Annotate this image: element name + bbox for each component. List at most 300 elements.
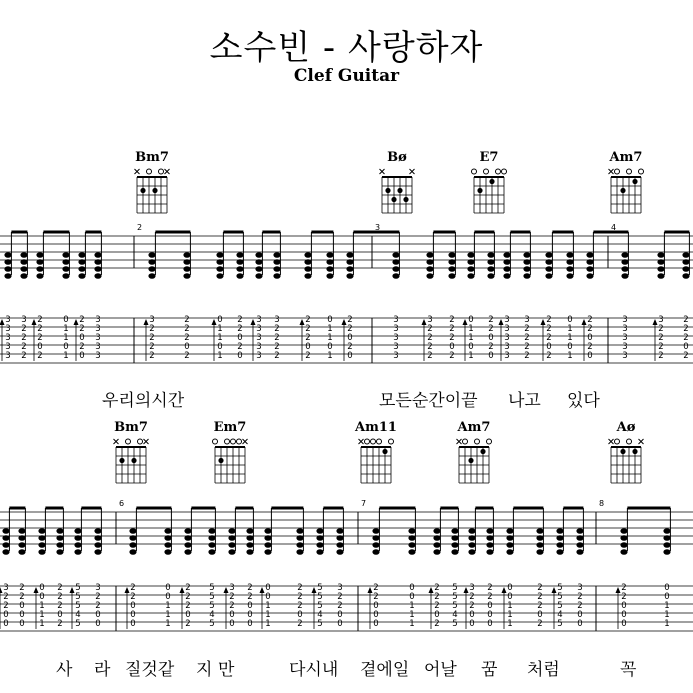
tab-fret-number: 0 (37, 342, 43, 352)
tab-fret-number: 5 (452, 601, 458, 611)
tab-fret-number: 2 (487, 583, 493, 593)
tab-fret-number: 1 (39, 601, 45, 611)
mute-marker (114, 439, 119, 444)
tab-fret-number: 1 (664, 619, 670, 629)
tab-fret-number: 3 (95, 351, 101, 361)
note-head (506, 535, 513, 541)
note-head (208, 535, 215, 541)
tab-fret-number: 2 (37, 333, 43, 343)
note-head (556, 549, 563, 555)
note-head (346, 259, 353, 265)
tab-fret-number: 2 (79, 324, 85, 334)
mute-marker (609, 439, 614, 444)
tab-fret-number: 2 (229, 601, 235, 611)
note-head (336, 542, 343, 548)
tab-fret-number: 1 (63, 333, 69, 343)
note-head (523, 273, 530, 279)
note-head (372, 542, 379, 548)
tab-fret-number: 0 (327, 342, 333, 352)
note-head (94, 266, 101, 272)
strum-arrow-head (0, 319, 5, 325)
tab-fret-number: 1 (507, 610, 513, 620)
note-head (545, 266, 552, 272)
measure-number: 7 (361, 499, 367, 508)
note-head (503, 259, 510, 265)
tab-fret-number: 3 (337, 583, 343, 593)
tab-fret-number: 2 (658, 333, 664, 343)
tab-fret-number: 2 (19, 583, 25, 593)
tab-fret-number: 2 (237, 342, 243, 352)
tab-fret-number: 0 (507, 583, 513, 593)
note-head (586, 273, 593, 279)
tab-fret-number: 1 (468, 333, 474, 343)
tab-fret-number: 0 (19, 619, 25, 629)
mute-marker (359, 439, 364, 444)
note-head (545, 273, 552, 279)
strum-arrow-head (464, 587, 469, 593)
note-head (56, 542, 63, 548)
note-head (264, 549, 271, 555)
tab-fret-number: 0 (337, 619, 343, 629)
strum-arrow-head (70, 587, 75, 593)
note-head (62, 259, 69, 265)
note-head (94, 549, 101, 555)
note-head (164, 549, 171, 555)
tab-fret-number: 3 (469, 583, 475, 593)
finger-dot (391, 197, 396, 202)
note-head (18, 535, 25, 541)
note-head (620, 535, 627, 541)
tab-fret-number: 0 (327, 315, 333, 325)
note-head (74, 549, 81, 555)
note-head (216, 259, 223, 265)
note-head (94, 528, 101, 534)
tab-fret-number: 0 (434, 610, 440, 620)
note-head (620, 549, 627, 555)
tab-fret-number: 1 (468, 351, 474, 361)
tab-fret-number: 2 (247, 583, 253, 593)
note-head (273, 273, 280, 279)
note-head (62, 252, 69, 258)
tab-fret-number: 0 (297, 610, 303, 620)
tab-fret-number: 4 (75, 610, 81, 620)
strum-arrow-head (260, 587, 265, 593)
tab-fret-number: 0 (567, 342, 573, 352)
finger-dot (382, 449, 387, 454)
note-head (392, 259, 399, 265)
tab-fret-number: 0 (130, 601, 136, 611)
tab-fret-number: 2 (488, 342, 494, 352)
note-head (336, 535, 343, 541)
note-head (129, 528, 136, 534)
tab-fret-number: 1 (507, 619, 513, 629)
note-head (4, 259, 11, 265)
tab-fret-number: 1 (265, 601, 271, 611)
song-title: 소수빈 - 사랑하자 (209, 28, 484, 68)
chord-name: E7 (479, 150, 499, 165)
tab-fret-number: 5 (75, 619, 81, 629)
open-marker (487, 439, 492, 444)
tab-fret-number: 1 (664, 601, 670, 611)
note-head (246, 528, 253, 534)
note-head (545, 259, 552, 265)
tab-fret-number: 3 (393, 351, 399, 361)
note-head (576, 528, 583, 534)
finger-dot (620, 449, 625, 454)
strum-arrow-head (125, 587, 130, 593)
note-head (336, 528, 343, 534)
tab-fret-number: 0 (567, 315, 573, 325)
tab-fret-number: 2 (621, 583, 627, 593)
tab-fret-number: 0 (487, 619, 493, 629)
tab-fret-number: 5 (557, 619, 563, 629)
note-head (316, 542, 323, 548)
chord-name: Em7 (213, 420, 247, 435)
tab-fret-number: 3 (95, 315, 101, 325)
tab-fret-number: 0 (130, 619, 136, 629)
note-head (36, 266, 43, 272)
tab-fret-number: 2 (3, 601, 9, 611)
tab-fret-number: 0 (57, 610, 63, 620)
note-head (566, 252, 573, 258)
open-marker (615, 439, 620, 444)
note-head (273, 252, 280, 258)
tab-fret-number: 2 (79, 342, 85, 352)
tab-fret-number: 5 (75, 592, 81, 602)
note-head (246, 549, 253, 555)
lyric-word: 지 (196, 660, 213, 680)
lyric-word: 어날 (424, 660, 457, 680)
finger-dot (468, 458, 473, 463)
tab-fret-number: 1 (217, 351, 223, 361)
tab-fret-number: 0 (305, 342, 311, 352)
tab-fret-number: 2 (546, 333, 552, 343)
note-head (38, 542, 45, 548)
tab-fret-number: 4 (317, 610, 323, 620)
note-head (164, 542, 171, 548)
tab-fret-number: 2 (297, 592, 303, 602)
mute-marker (457, 439, 462, 444)
note-head (236, 273, 243, 279)
strum-arrow-head (34, 587, 39, 593)
tab-fret-number: 2 (37, 315, 43, 325)
tab-fret-number: 2 (347, 324, 353, 334)
note-head (273, 266, 280, 272)
tab-fret-number: 2 (373, 583, 379, 593)
open-marker (463, 439, 468, 444)
tab-fret-number: 5 (317, 601, 323, 611)
finger-dot (403, 197, 408, 202)
open-marker (389, 439, 394, 444)
note-head (346, 252, 353, 258)
note-head (216, 266, 223, 272)
strum-arrow-head (32, 319, 37, 325)
tab-fret-number: 5 (75, 601, 81, 611)
tab-fret-number: 2 (434, 583, 440, 593)
tab-fret-number: 3 (5, 324, 11, 334)
tab-fret-number: 3 (393, 324, 399, 334)
tab-fret-number: 2 (434, 619, 440, 629)
note-head (392, 266, 399, 272)
chord-diagram-2 (472, 150, 507, 213)
tab-fret-number: 1 (409, 601, 415, 611)
tab-fret-number: 2 (587, 324, 593, 334)
tab-fret-number: 3 (5, 351, 11, 361)
tab-fret-number: 2 (487, 592, 493, 602)
note-head (451, 542, 458, 548)
note-head (486, 528, 493, 534)
tab-fret-number: 2 (57, 583, 63, 593)
tab-fret-number: 0 (79, 333, 85, 343)
tab-fret-number: 2 (546, 351, 552, 361)
tab-fret-number: 2 (683, 324, 689, 334)
tab-fret-number: 5 (209, 583, 215, 593)
note-head (316, 549, 323, 555)
note-head (663, 528, 670, 534)
system-1 (0, 150, 693, 363)
note-head (184, 549, 191, 555)
tab-fret-number: 0 (229, 619, 235, 629)
tab-fret-number: 2 (37, 351, 43, 361)
note-head (408, 542, 415, 548)
tab-fret-number: 3 (622, 351, 628, 361)
note-head (18, 542, 25, 548)
note-head (304, 266, 311, 272)
finger-dot (152, 188, 157, 193)
lyric-word: 있다 (567, 391, 600, 411)
note-head (372, 528, 379, 534)
note-head (264, 542, 271, 548)
note-head (536, 535, 543, 541)
note-head (657, 252, 664, 258)
tab-fret-number: 3 (622, 324, 628, 334)
tab-fret-number: 2 (658, 324, 664, 334)
tab-fret-number: 2 (658, 351, 664, 361)
tab-fret-number: 2 (427, 333, 433, 343)
tab-fret-number: 0 (468, 315, 474, 325)
chord-diagram-1 (380, 150, 415, 213)
note-head (20, 273, 27, 279)
note-head (506, 528, 513, 534)
note-head (148, 266, 155, 272)
tab-fret-number: 0 (217, 342, 223, 352)
note-head (264, 535, 271, 541)
tab-fret-number: 0 (488, 351, 494, 361)
tab-fret-number: 0 (130, 610, 136, 620)
tab-fret-number: 2 (524, 324, 530, 334)
tab-fret-number: 3 (393, 342, 399, 352)
tab-fret-number: 2 (524, 342, 530, 352)
tab-fret-number: 2 (149, 333, 155, 343)
note-head (148, 259, 155, 265)
finger-dot (632, 449, 637, 454)
tab-fret-number: 3 (95, 342, 101, 352)
note-head (184, 542, 191, 548)
note-head (487, 273, 494, 279)
open-marker (231, 439, 236, 444)
note-head (487, 266, 494, 272)
tab-fret-number: 2 (347, 342, 353, 352)
tab-fret-number: 0 (237, 333, 243, 343)
note-head (304, 273, 311, 279)
note-head (663, 542, 670, 548)
tab-fret-number: 0 (409, 583, 415, 593)
chord-diagram-4 (609, 420, 644, 483)
note-head (4, 252, 11, 258)
tab-fret-number: 3 (256, 315, 262, 325)
note-head (304, 252, 311, 258)
strum-arrow-head (312, 587, 317, 593)
open-marker (472, 169, 477, 174)
tab-fret-number: 1 (664, 610, 670, 620)
note-head (663, 549, 670, 555)
note-head (467, 266, 474, 272)
note-head (586, 266, 593, 272)
note-head (657, 259, 664, 265)
note-head (129, 549, 136, 555)
tab-fret-number: 3 (95, 324, 101, 334)
tab-fret-number: 3 (658, 315, 664, 325)
strum-arrow-head (502, 587, 507, 593)
tab-fret-number: 3 (95, 333, 101, 343)
tab-fret-number: 0 (165, 592, 171, 602)
note-head (545, 252, 552, 258)
tab-fret-number: 0 (184, 342, 190, 352)
note-head (255, 266, 262, 272)
note-head (236, 252, 243, 258)
open-marker (126, 439, 131, 444)
tab-fret-number: 1 (63, 351, 69, 361)
note-head (148, 273, 155, 279)
tab-fret-number: 2 (469, 601, 475, 611)
note-head (657, 273, 664, 279)
tab-fret-number: 2 (297, 583, 303, 593)
note-head (467, 273, 474, 279)
tab-fret-number: 2 (537, 619, 543, 629)
strum-arrow-head (429, 587, 434, 593)
note-head (433, 549, 440, 555)
note-head (523, 259, 530, 265)
note-head (56, 528, 63, 534)
tab-fret-number: 0 (19, 610, 25, 620)
tab-fret-number: 3 (427, 315, 433, 325)
strum-arrow-head (422, 319, 427, 325)
tab-fret-number: 5 (557, 601, 563, 611)
tab-fret-number: 0 (79, 351, 85, 361)
tab-fret-number: 3 (95, 583, 101, 593)
tab-fret-number: 0 (507, 592, 513, 602)
tab-fret-number: 0 (487, 601, 493, 611)
tab-fret-number: 2 (577, 601, 583, 611)
note-head (216, 252, 223, 258)
tab-fret-number: 2 (229, 592, 235, 602)
note-head (2, 528, 9, 534)
note-head (78, 266, 85, 272)
tab-fret-number: 0 (577, 610, 583, 620)
measure-number: 3 (375, 223, 381, 232)
tab-fret-number: 2 (587, 342, 593, 352)
lyric-word: 다시내 (289, 660, 339, 680)
tab-fret-number: 0 (621, 610, 627, 620)
chord-diagram-0 (114, 420, 149, 483)
tab-fret-number: 2 (434, 601, 440, 611)
note-head (433, 535, 440, 541)
open-marker (639, 169, 644, 174)
tab-fret-number: 0 (63, 315, 69, 325)
tab-fret-number: 0 (373, 601, 379, 611)
tab-fret-number: 0 (95, 610, 101, 620)
note-head (183, 252, 190, 258)
tab-fret-number: 0 (469, 619, 475, 629)
tab-fret-number: 0 (265, 592, 271, 602)
tab-fret-number: 2 (469, 592, 475, 602)
open-marker (237, 439, 242, 444)
note-head (451, 528, 458, 534)
open-marker (627, 439, 632, 444)
note-head (486, 542, 493, 548)
tab-fret-number: 3 (524, 315, 530, 325)
note-head (682, 259, 689, 265)
chord-name: Bm7 (114, 420, 148, 435)
note-head (228, 528, 235, 534)
note-head (164, 528, 171, 534)
tab-fret-number: 0 (19, 601, 25, 611)
strum-arrow-head (0, 587, 3, 593)
note-head (523, 266, 530, 272)
tab-fret-number: 3 (622, 333, 628, 343)
note-head (566, 266, 573, 272)
tab-fret-number: 0 (469, 610, 475, 620)
note-head (2, 535, 9, 541)
note-head (426, 259, 433, 265)
mute-marker (144, 439, 149, 444)
tab-fret-number: 2 (149, 324, 155, 334)
tab-fret-number: 0 (409, 592, 415, 602)
note-head (536, 528, 543, 534)
tab-fret-number: 5 (75, 583, 81, 593)
tab-fret-number: 3 (256, 342, 262, 352)
note-head (468, 542, 475, 548)
tab-fret-number: 2 (427, 351, 433, 361)
lyric-word: 사 (56, 660, 73, 680)
open-marker (377, 439, 382, 444)
mute-marker (410, 169, 415, 174)
open-marker (496, 169, 501, 174)
note-head (228, 549, 235, 555)
tab-fret-number: 3 (393, 315, 399, 325)
tab-fret-number: 5 (557, 583, 563, 593)
tab-fret-number: 0 (488, 333, 494, 343)
chord-name: Am11 (355, 420, 397, 435)
note-head (426, 266, 433, 272)
note-head (326, 252, 333, 258)
lyric-word: 라 (94, 660, 111, 680)
note-head (56, 549, 63, 555)
open-marker (502, 169, 507, 174)
tab-fret-number: 2 (185, 592, 191, 602)
note-head (451, 535, 458, 541)
open-marker (365, 439, 370, 444)
tab-fret-number: 1 (409, 619, 415, 629)
tab-fret-number: 3 (5, 333, 11, 343)
tab-fret-number: 2 (57, 619, 63, 629)
tab-fret-number: 3 (5, 342, 11, 352)
note-head (433, 528, 440, 534)
note-head (216, 273, 223, 279)
strum-arrow-head (463, 319, 468, 325)
tab-fret-number: 2 (185, 601, 191, 611)
tab-fret-number: 0 (3, 610, 9, 620)
